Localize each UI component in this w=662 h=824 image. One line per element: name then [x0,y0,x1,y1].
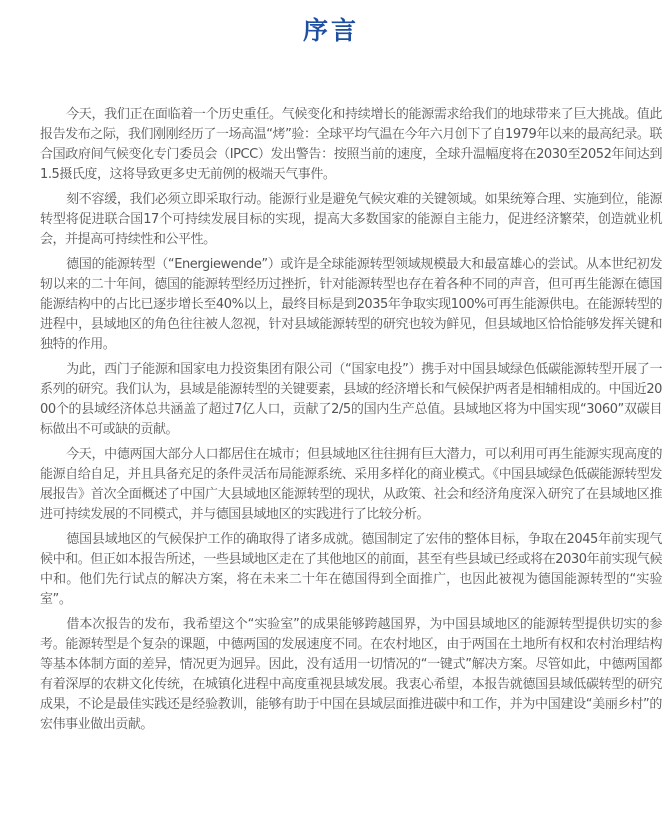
paragraph-5 [22,445,662,530]
paragraph-5-text: 今天，中德两国大部分人口都居住在城市；但县域地区往往拥有巨大潜力，可以利用可再生能源实现高度的能源自给自足，并且具备充足的条件灵活布局能源系统、采用多样化的商业模式。《中国县域绿色低碳能源转型发展报告》首次全面概述了中国广大县域地区能源转型的现状，从政策、社会和经济角度深入研究了在县域地区推进可持续发展的不同模式，并与德国县域地区的实践进行了比较分析。 [40,447,662,522]
page-title: 序言 [302,16,359,45]
paragraph-4-text: 为此，西门子能源和国家电力投资集团有限公司（“国家电投”）携手对中国县域绿色低碳能源转型开展了一系列的研究。我们认为，县域是能源转型的关键要素，县域的经济增长和气候保护两者是相辅相成的。中国近2000个的县域经济体总共涵盖了超过7亿人口，贡献了2/5的国内生产总值。县域地区将为中国实现“3060”双碳目标做出不可或缺的贡献。 [40,362,662,437]
paragraph-3 [22,255,662,360]
paragraph-2-text: 刻不容缓，我们必须立即采取行动。能源行业是避免气候灾难的关键领域。如果统筹合理、实施到位，能源转型将促进联合国17个可持续发展目标的实现，提高大多数国家的能源自主能力，促进经济繁荣，创造就业机会，并提高可持续性和公平性。 [40,192,662,247]
preface-body [0,105,662,740]
paragraph-6 [22,530,662,615]
paragraph-6-text: 德国县域地区的气候保护工作的确取得了诸多成就。德国制定了宏伟的整体目标，争取在2045年前实现气候中和。但正如本报告所述，一些县域地区走在了其他地区的前面，甚至有些县域已经或将在2030年前实现气候中和。他们先行试点的解决方案，将在未来二十年在德国得到全面推广，也因此被视为德国能源转型的“实验室”。 [40,532,662,607]
paragraph-2 [22,190,662,255]
paragraph-7-text: 借本次报告的发布，我希望这个“实验室”的成果能够跨越国界，为中国县域地区的能源转型提供切实的参考。能源转型是个复杂的课题，中德两国的发展速度不同。在农村地区，由于两国在土地所有权和农村治理结构等基本体制方面的差异，情况更为迥异。因此，没有适用一切情况的“一键式”解决方案。尽管如此，中德两国都有着深厚的农耕文化传统，在城镇化进程中高度重视县域发展。我衷心希望，本报告就德国县域低碳转型的研究成果，不论是最佳实践还是经验教训，能够有助于中国在县域层面推进碳中和工作，并为中国建设“美丽乡村”的宏伟事业做出贡献。 [40,617,662,732]
paragraph-1-text: 今天，我们正在面临着一个历史重任。气候变化和持续增长的能源需求给我们的地球带来了巨大挑战。值此报告发布之际，我们刚刚经历了一场高温“烤”验：全球平均气温在今年六月创下了自1979年以来的最高纪录。联合国政府间气候变化专门委员会（IPCC）发出警告：按照当前的速度，全球升温幅度将在2030至2052年间达到1.5摄氏度，这将导致更多史无前例的极端天气事件。 [40,107,662,182]
paragraph-3-text: 德国的能源转型（“Energiewende”）或许是全球能源转型领域规模最大和最富雄心的尝试。从本世纪初发轫以来的二十年间，德国的能源转型经历过挫折，针对能源转型也存在着各种不同的声音，但可再生能源在德国能源结构中的占比已逐步增长至40%以上，最终目标是到2035年争取实现100%可再生能源供电。在能源转型的进程中，县域地区的角色往往被人忽视，针对县域能源转型的研究也较为鲜见，但县域地区恰恰能够发挥关键和独特的作用。 [40,257,662,352]
paragraph-7 [22,615,662,740]
paragraph-1 [22,105,662,190]
paragraph-4 [22,360,662,445]
